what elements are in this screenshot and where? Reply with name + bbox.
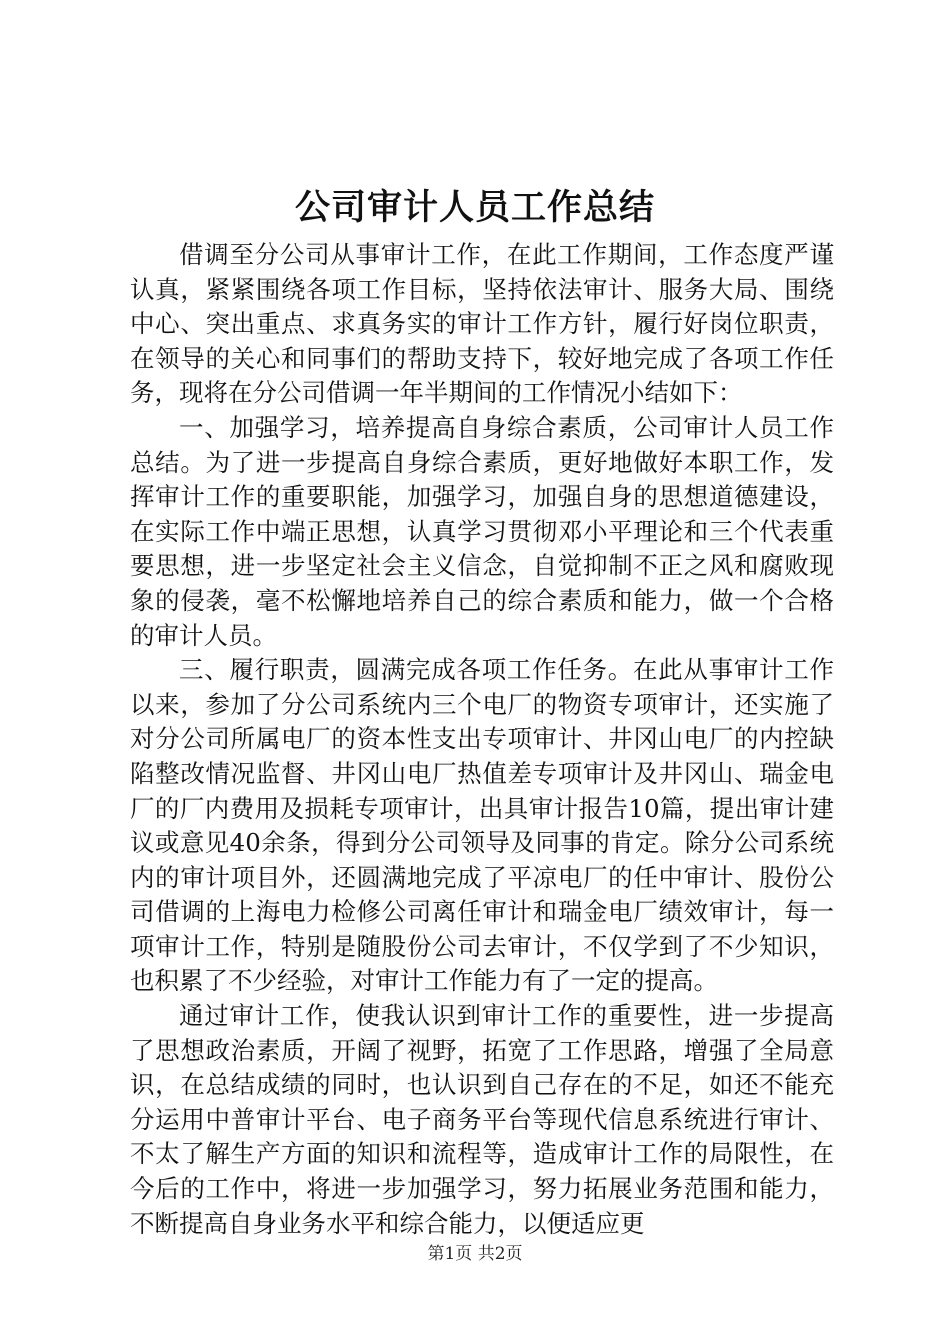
paragraph-duties: 三、履行职责，圆满完成各项工作任务。在此从事审计工作以来，参加了分公司系统内三个电厂的物资专项审计，还实施了对分公司所属电厂的资本性支出专项审计、井冈山电厂的内控缺陷整改情况监督、井冈山电厂热值差专项审计及井冈山、瑞金电厂的厂内费用及损耗专项审计，出具审计报告10篇，提出审计建议或意见40余条，得到分公司领导及同事的肯定。除分公司系统内的审计项目外，还圆满地完成了平凉电厂的任中审计、股份公司借调的上海电力检修公司离任审计和瑞金电厂绩效审计，每一项审计工作，特别是随股份公司去审计，不仅学到了不少知识，也积累了不少经验，对审计工作能力有了一定的提高。 — [130, 655, 834, 996]
paragraph-intro: 借调至分公司从事审计工作，在此工作期间，工作态度严谨认真，紧紧围绕各项工作目标，坚持依法审计、服务大局、围绕中心、突出重点、求真务实的审计工作方针，履行好岗位职责，在领导的关心和同事们的帮助支持下，较好地完成了各项工作任务，现将在分公司借调一年半期间的工作情况小结如下： — [130, 240, 834, 408]
document-title: 公司审计人员工作总结 — [294, 187, 655, 228]
document-body — [130, 238, 834, 1241]
page-footer: 第1页 共2页 — [427, 1244, 523, 1264]
paragraph-reflection: 通过审计工作，使我认识到审计工作的重要性，进一步提高了思想政治素质，开阔了视野，拓宽了工作思路，增强了全局意识，在总结成绩的同时，也认识到自己存在的不足，如还不能充分运用中普审计平台、电子商务平台等现代信息系统进行审计、不太了解生产方面的知识和流程等，造成审计工作的局限性，在今后的工作中，将进一步加强学习，努力拓展业务范围和能力，不断提高自身业务水平和综合能力，以便适应更 — [130, 1001, 834, 1238]
paragraph-study: 一、加强学习，培养提高自身综合素质，公司审计人员工作总结。为了进一步提高自身综合素质，更好地做好本职工作，发挥审计工作的重要职能，加强学习，加强自身的思想道德建设，在实际工作中端正思想，认真学习贯彻邓小平理论和三个代表重要思想，进一步坚定社会主义信念，自觉抑制不正之风和腐败现象的侵袭，毫不松懈地培养自己的综合素质和能力，做一个合格的审计人员。 — [130, 412, 834, 650]
